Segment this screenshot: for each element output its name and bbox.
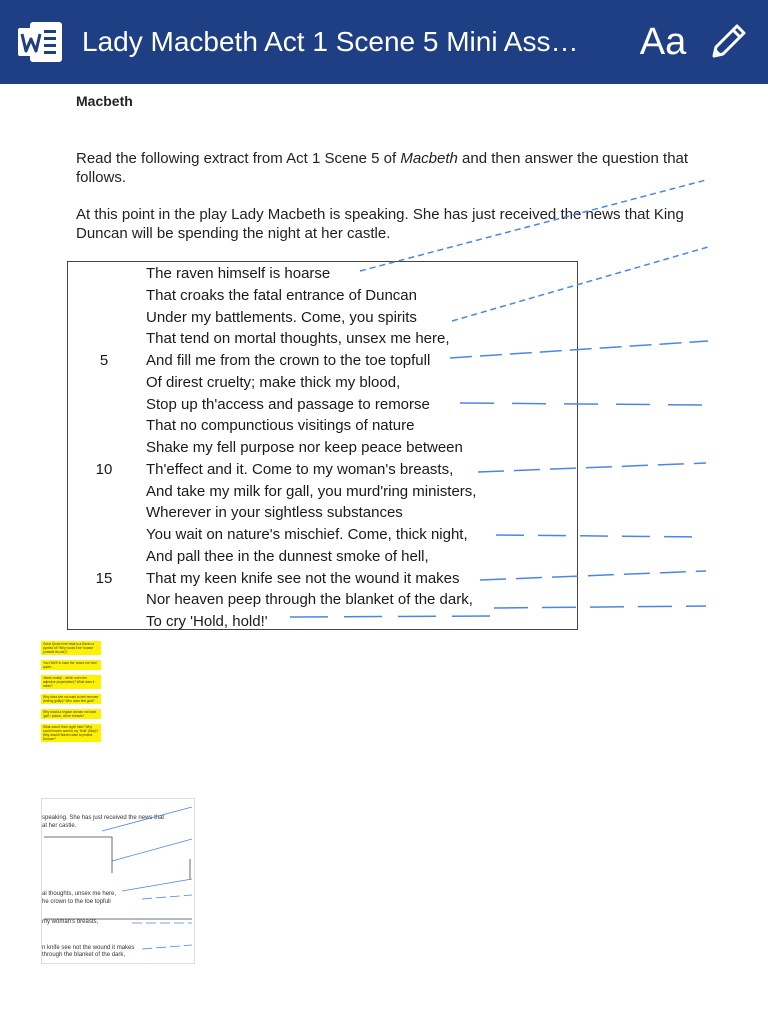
document-page <box>0 84 768 1024</box>
extract-line: You wait on nature's mischief. Come, thick night, <box>146 526 468 543</box>
thumbnail-text: speaking. She has just received the news that <box>42 815 165 821</box>
thumbnail-text: al thoughts, unsex me here, <box>42 891 117 897</box>
intro-paragraph <box>76 149 716 187</box>
extract-line: And pall thee in the dunnest smoke of hell, <box>146 548 429 565</box>
app-toolbar <box>0 0 768 84</box>
thumbnail-annotations <box>42 799 194 963</box>
pencil-icon[interactable] <box>704 18 752 66</box>
thumbnail-text: he crown to the toe topfull <box>42 899 111 905</box>
intro-play-title: Macbeth <box>400 150 458 167</box>
line-number: 5 <box>99 352 109 369</box>
extract-line: The raven himself is hoarse <box>146 265 331 282</box>
intro-text-end: and then answer the question that follows. <box>76 150 689 186</box>
highlighted-note: Why does she not want to feel remorse (feeling guilty)? Who does feel guilt? <box>41 694 101 704</box>
extract-line: Wherever in your sightless substances <box>146 504 403 521</box>
document-heading: Macbeth <box>76 93 133 109</box>
document-title: Lady Macbeth Act 1 Scene 5 Mini Ass… <box>82 26 579 57</box>
highlighted-note: Great Quote here what is a Raven a symbol of? Why would it be 'hoarse' (outside its use)? <box>41 641 101 655</box>
highlighted-note: Why would a regular woman not want 'gall' / poison, at her breasts? <box>41 709 101 719</box>
thumbnail-page-fragment <box>41 798 195 964</box>
intro-text-start: Read the following extract from Act 1 Scene 5 of <box>76 150 401 167</box>
line-number: 10 <box>95 461 113 478</box>
extract-line: Shake my fell purpose nor keep peace between <box>146 439 463 456</box>
extract-line: To cry 'Hold, hold!' <box>146 613 268 630</box>
word-icon[interactable] <box>16 20 64 64</box>
thumbnail-text: at her castle. <box>42 823 77 829</box>
thumbnail-notes <box>41 641 101 795</box>
extract-line: Under my battlements. Come, you spirits <box>146 309 417 326</box>
highlighted-note: You HAVE to have the 'unsex me here' quote... <box>41 660 101 670</box>
line-number: 15 <box>95 570 113 587</box>
highlighted-note: 'direst cruelty' - which one's the adjective (superlative)? What does it mean? <box>41 675 101 689</box>
highlighted-note: What would 'thick night' hide? Why could heaven want to cry 'Hold' (Stop)? Why would Heaven want to protect Duncan? <box>41 724 101 742</box>
font-settings-button[interactable]: Aa <box>639 21 687 63</box>
thumbnail-text: through the blanket of the dark, <box>42 952 126 958</box>
extract-line: Of direst cruelty; make thick my blood, <box>146 374 401 391</box>
extract-line: That tend on mortal thoughts, unsex me here, <box>146 330 450 347</box>
extract-line: And take my milk for gall, you murd'ring ministers, <box>146 483 477 500</box>
extract-box <box>67 261 578 630</box>
context-paragraph: At this point in the play Lady Macbeth is speaking. She has just received the news that King Duncan will be spending the night at her castle. <box>76 206 684 242</box>
extract-line: Stop up th'access and passage to remorse <box>146 396 430 413</box>
extract-line: That no compunctious visitings of nature <box>146 417 415 434</box>
extract-line: That my keen knife see not the wound it makes <box>146 570 460 587</box>
thumbnail-text: my woman's breasts, <box>42 919 99 925</box>
extract-line: Th'effect and it. Come to my woman's breasts, <box>146 461 454 478</box>
extract-line: And fill me from the crown to the toe topfull <box>146 352 431 369</box>
extract-line: Nor heaven peep through the blanket of the dark, <box>146 591 473 608</box>
thumbnail-text: n knife see not the wound it makes <box>42 945 135 951</box>
extract-line: That croaks the fatal entrance of Duncan <box>146 287 417 304</box>
